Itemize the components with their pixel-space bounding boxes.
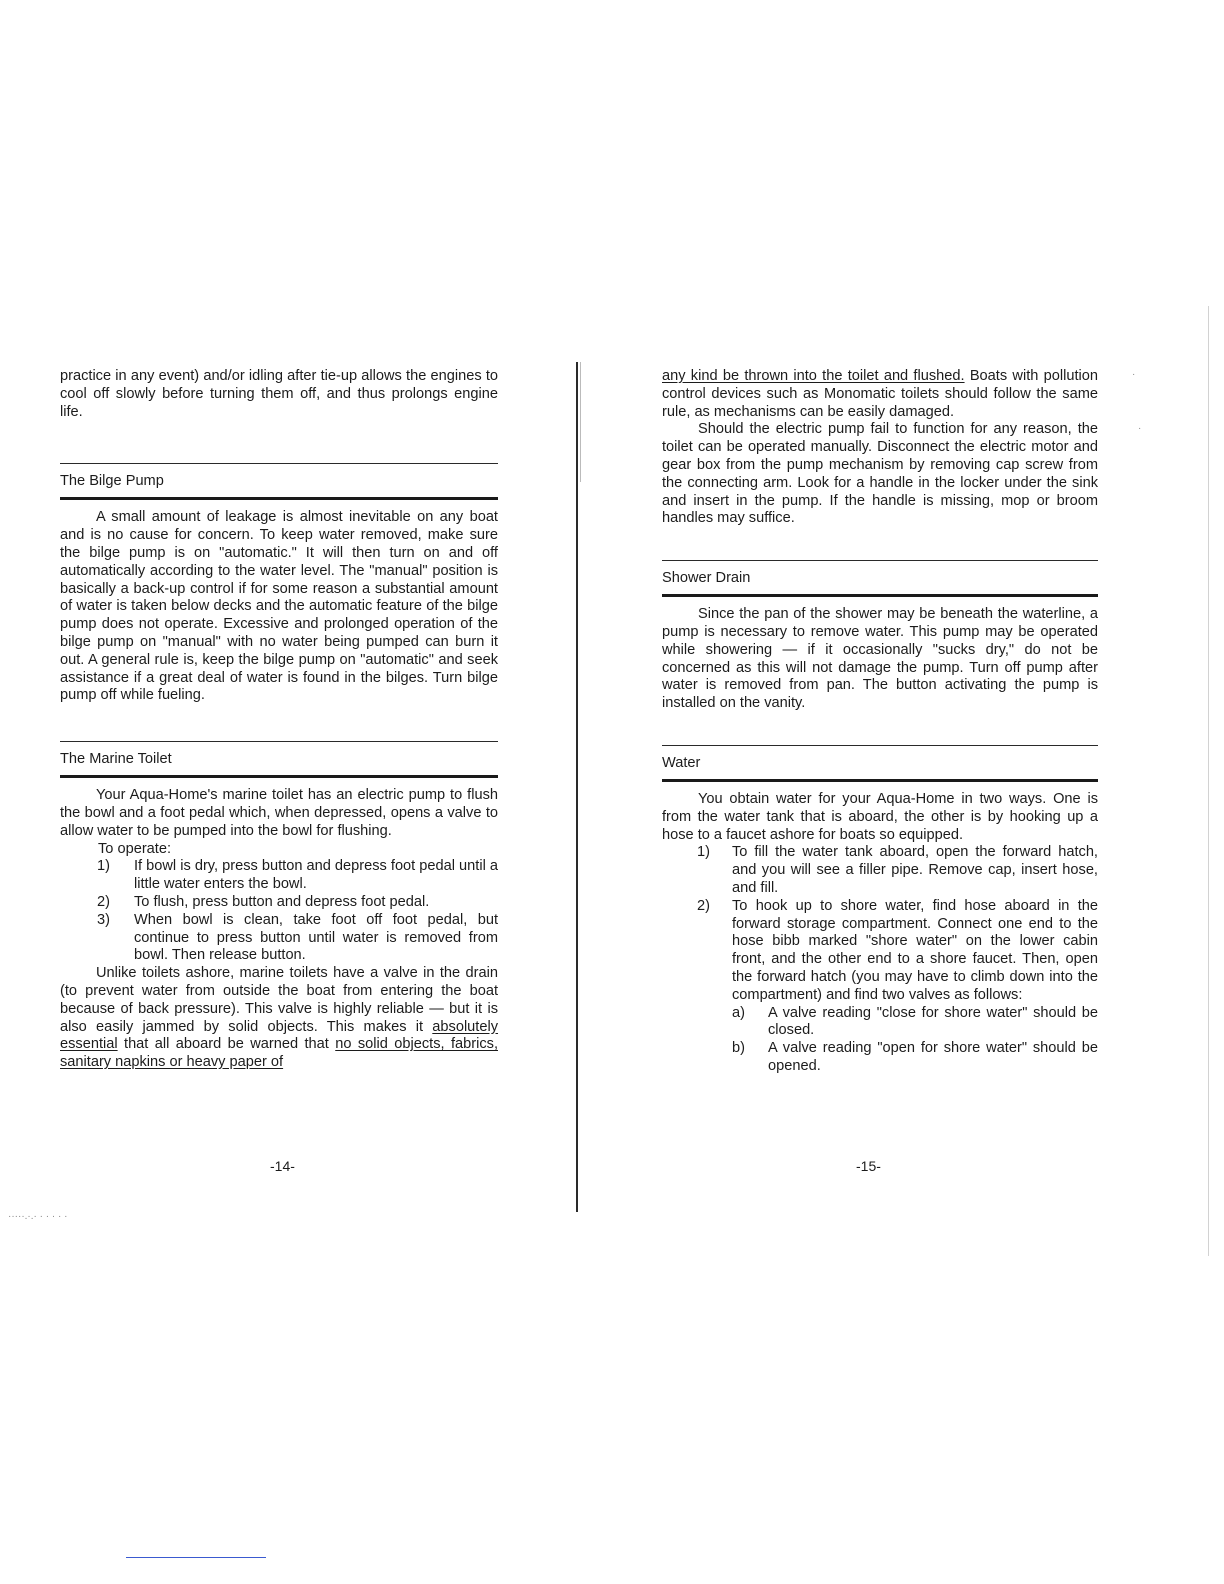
section-rule-top [60, 463, 498, 464]
list-item [732, 1040, 1098, 1076]
bilge-pump-paragraph: A small amount of leakage is almost inevitable on any boat and is no cause for concern. To keep water removed, make sure the bilge pump is on "automatic." It will then turn on and off automatically according to the water level. The "manual" position is basically a back-up control if for some reason a substantial amount of water is taken below decks and the automatic feature of the bilge pump does not operate. Excessive and prolonged operation of the bilge pump on "manual" with no water being pumped can burn it out. A general rule is, keep the bilge pump on "automatic" and seek assistance if a great deal of water is found in the bilges. Turn bilge pump off while fueling. [60, 509, 498, 704]
continued-text: Boats with pollution control devices such as Monomatic toilets should follow the same rule, as mechanisms can be easily damaged. [662, 368, 1098, 420]
step-number: 2) [97, 893, 110, 910]
step-number: 3) [97, 911, 110, 928]
list-item [662, 844, 1098, 897]
manual-operation-paragraph: Should the electric pump fail to function for any reason, the toilet can be operated manually. Disconnect the electric motor and gear box from the pump mechanism by removing cap screw from the connecting arm. Look for a handle in the locker under the sink and insert in the pump. If the handle is missing, mop or broom handles may suffice. [662, 421, 1098, 527]
scan-blue-line [126, 1557, 266, 1558]
step-text: If bowl is dry, press button and depress foot pedal until a little water enters the bowl. [134, 858, 498, 893]
step-text: When bowl is clean, take foot off foot pedal, but continue to press button until water is removed from bowl. Then release button. [134, 911, 498, 964]
sub-step-text: A valve reading "open for shore water" should be opened. [768, 1040, 1098, 1074]
section-rule-top [662, 560, 1098, 561]
toilet-steps-list [60, 858, 498, 965]
warning-underlined-text: any kind be thrown into the toilet and flushed. [662, 368, 965, 384]
intro-paragraph: practice in any event) and/or idling after tie-up allows the engines to cool off slowly before turning them off, and thus prolongs engine life. [60, 368, 498, 420]
sub-step-letter: b) [732, 1040, 745, 1057]
toilet-valve-paragraph [60, 965, 498, 1072]
page-number-right: -15- [856, 1158, 881, 1174]
water-heading: Water [662, 754, 701, 771]
sub-step-letter: a) [732, 1004, 745, 1021]
section-rule-bottom [662, 594, 1098, 597]
bilge-pump-heading: The Bilge Pump [60, 473, 164, 490]
step-text: To flush, press button and depress foot pedal. [134, 893, 430, 910]
to-operate-label: To operate: [98, 840, 172, 857]
valve-paragraph-text: Unlike toilets ashore, marine toilets have a valve in the drain (to prevent water from outside the boat from entering the boat because of back pressure). This valve is highly reliable — but it is also easily jammed by solid objects. This makes it [60, 965, 498, 1035]
step-number: 2) [697, 897, 710, 914]
gutter-shadow-line [580, 362, 581, 482]
water-steps-list [662, 844, 1098, 1004]
valves-list [662, 1005, 1098, 1076]
emphasis-text: absolutely essential [60, 1018, 499, 1053]
step-number: 1) [97, 858, 110, 875]
section-rule-bottom [60, 497, 498, 500]
scan-speck: ·····.·.· · · · · · [8, 1211, 68, 1222]
marine-toilet-heading: The Marine Toilet [60, 751, 172, 768]
warning-underlined-text: no solid objects, fabrics, sanitary napkins or heavy paper of [60, 1036, 498, 1071]
valve-paragraph-text: that all aboard be warned that [124, 1036, 329, 1053]
step-number: 1) [697, 844, 710, 861]
scan-speck: · [1138, 423, 1142, 434]
scan-speck: · [1132, 369, 1136, 380]
section-rule-top [662, 745, 1098, 746]
left-page [60, 368, 498, 1072]
section-rule-bottom [60, 775, 498, 778]
step-text: To fill the water tank aboard, open the forward hatch, and you will see a filler pipe. Remove cap, insert hose, and fill. [732, 844, 1098, 896]
list-item [60, 894, 498, 912]
shower-drain-heading: Shower Drain [662, 570, 751, 587]
list-item [732, 1005, 1098, 1041]
sub-step-text: A valve reading "close for shore water" should be closed. [768, 1004, 1098, 1039]
shower-drain-paragraph: Since the pan of the shower may be beneath the waterline, a pump is necessary to remove water. This pump may be operated while showering — if it occasionally "sucks dry," do not be concerned as this will not damage the pump. Turn off pump after water is removed from pan. The button activating the pump is installed on the vanity. [662, 606, 1098, 712]
section-rule-bottom [662, 779, 1098, 782]
step-text: To hook up to shore water, find hose aboard in the forward storage compartment. Connect one end to the hose bibb marked "shore water" on the lower cabin front, and the other end to a shore faucet. Then, open the forward hatch (you may have to climb down into the compartment) and find two valves as follows: [732, 897, 1098, 1003]
marine-toilet-paragraph: Your Aqua-Home's marine toilet has an electric pump to flush the bowl and a foot pedal which, when depressed, opens a valve to allow water to be pumped into the bowl for flushing. [60, 787, 498, 839]
continued-paragraph [662, 368, 1098, 421]
book-gutter-line [576, 362, 578, 1212]
page-number-left: -14- [270, 1158, 295, 1174]
page-edge-line [1208, 306, 1209, 1256]
water-paragraph: You obtain water for your Aqua-Home in two ways. One is from the water tank that is aboard, the other is by hooking up a hose to a faucet ashore for boats so equipped. [662, 790, 1098, 843]
section-rule-top [60, 741, 498, 742]
list-item [662, 898, 1098, 1005]
list-item [60, 858, 498, 894]
right-page [662, 368, 1098, 1076]
list-item [60, 912, 498, 965]
